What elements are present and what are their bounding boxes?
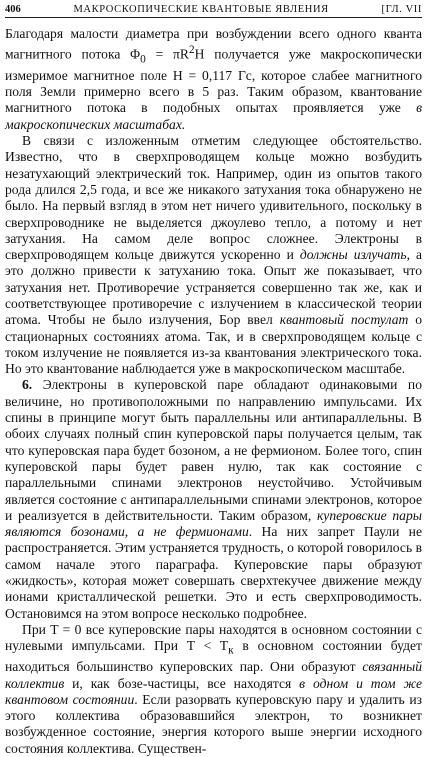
text-run: и, как бозе-частицы, все находятся [64, 675, 300, 691]
text-run: . Если разорвать куперовскую пару и удалить из этого коллектива образовавшийся электрон, то возникнет возбужденное состояние, энергия которого выше энергии исходного состояния коллектива. Существен- [5, 691, 423, 756]
text-run: H получается уже макроскопически измеримое магнитное поле H = 0,117 Гс, которое слабее магнитного поля Земли примерно всего в 5 раз. Таким образом, квантование магнитного потока в подобных опытах проявляется уже [5, 46, 422, 116]
text-run: в основном состоянии будет находиться большинство куперовских пар. Они образуют [5, 638, 422, 675]
emphasis: квантовый постулат [279, 312, 409, 328]
book-page [5, 4, 422, 757]
text-run: = πR [145, 46, 189, 62]
page-number: 406 [5, 4, 21, 15]
paragraph [5, 622, 422, 757]
text-run: Электроны в куперовской паре обладают одинаковыми по величине, но противоположными по направлению импульсами. Их спины в принципе могут быть параллельны или антипараллельны. В обоих случаях полный спин куперовской пары получается целым, так что куперовская пара будет бозоном, а не фермионом. Более того, спин куперовской пары будет равен нулю, так как состояние с параллельными спинами электронов неустойчиво. Устойчивым является состояние с антипараллельными спинами электронов, которое и реализуется в действительности. Таким образом, [5, 377, 422, 523]
superscript: 2 [188, 44, 195, 57]
text-run: Благодаря малости диаметра при возбуждении всего одного кванта магнитного потока Φ [5, 26, 422, 62]
emphasis: в макроскопических масштабах. [5, 100, 422, 132]
paragraph [5, 377, 422, 621]
text-run: В связи с изложенным отметим следующее обстоятельство. Известно, что в сверхпроводящем кольце можно возбудить незатухающий электрический ток. Например, один из опытов такого рода длился 2,5 года, и все же никакого затухания тока обнаружено не было. На первый взгляд в этом нет ничего удивительного, поскольку в сверхпроводнике не выделяется джоулево тепло, а потому и нет затухания. На самом деле вопрос сложнее. Электроны в сверхпроводящем кольце движутся ускоренно и [5, 133, 422, 263]
paragraph [5, 26, 422, 133]
paragraph [5, 133, 422, 377]
text-run: , а это должно привести к затуханию тока. Опыт же показывает, что затухания нет. Противоречие устраняется совершенно так же, как и соответствующее противоречие с излучением в классической теории атома. Чтобы не было излучения, Бор ввел [5, 247, 422, 328]
text-run: о стационарных состояниях атома. Так, и в сверхпроводящем кольце с током излучение не появляется из-за квантования электрического тока. Но это квантование наблюдается уже в макроскопическом масштабе. [5, 312, 422, 377]
emphasis: куперовские пары являются бозонами, а не фермионами [5, 507, 422, 540]
running-title: МАКРОСКОПИЧЕСКИЕ КВАНТОВЫЕ ЯВЛЕНИЯ [73, 4, 329, 15]
emphasis: должны излучать [299, 247, 407, 263]
text-run: При T = 0 все куперовские пары находятся в основном состоянии с нулевыми импульсами. При T < T [5, 621, 422, 654]
subscript: к [228, 644, 234, 657]
text-body [5, 26, 422, 757]
text-run: . На них запрет Паули не распространяется. Этим устраняется трудность, о которой говорилось в самом начале этого параграфа. Куперовские пары образуют «жидкость», которая может совершать сверхтекучее движение между ионами кристаллической решетки. Это и есть сверхпроводимость. Остановимся на этом вопросе несколько подробнее. [5, 524, 422, 621]
subscript: 0 [140, 53, 146, 66]
emphasis: в одном и том же квантовом состоянии [5, 675, 422, 707]
chapter-label: [ГЛ. VII [381, 4, 422, 15]
emphasis: связанный коллектив [5, 659, 422, 691]
running-header [5, 4, 422, 18]
section-number: 6. [22, 377, 33, 393]
